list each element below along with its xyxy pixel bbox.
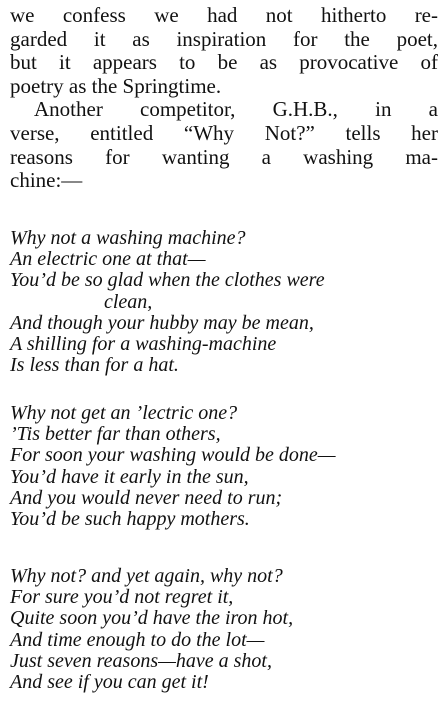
prose-line: garded it as inspiration for the poet, xyxy=(10,26,438,51)
poem-line: Is less than for a hat. xyxy=(10,354,179,377)
poem-line: Just seven reasons—have a shot, xyxy=(10,649,272,672)
poem-line: For sure you’d not regret it, xyxy=(10,586,234,609)
prose-line: we confess we had not hitherto re- xyxy=(10,3,438,27)
poem-line: Why not get an ’lectric one? xyxy=(10,402,238,424)
prose-line: poetry as the Springtime. xyxy=(10,73,222,98)
poem-line: A shilling for a washing-machine xyxy=(10,333,277,356)
poem-line: And you would never need to run; xyxy=(10,486,283,509)
prose-line: chine:— xyxy=(10,168,83,193)
poem-stanza-2 xyxy=(10,403,440,530)
poem-line: Quite soon you’d have the iron hot, xyxy=(10,607,294,630)
poem-line: Why not a washing machine? xyxy=(10,227,246,249)
prose-line: reasons for wanting a washing ma- xyxy=(10,144,438,169)
poem-stanza-1 xyxy=(10,228,440,376)
poem-line-continuation: clean, xyxy=(104,290,153,313)
poem-line: And though your hubby may be mean, xyxy=(10,311,314,334)
poem-line: Why not? and yet again, why not? xyxy=(10,565,283,587)
poem-stanza-3 xyxy=(10,566,440,693)
prose-line: verse, entitled “Why Not?” tells her xyxy=(10,120,438,145)
poem-line: You’d have it early in the sun, xyxy=(10,465,249,488)
poem-line: ’Tis better far than others, xyxy=(10,423,221,446)
intro-paragraphs xyxy=(10,4,438,193)
poem-line: And time enough to do the lot— xyxy=(10,628,265,651)
poem-line: An electric one at that— xyxy=(10,248,206,271)
poem-line: You’d be such happy mothers. xyxy=(10,508,250,531)
poem-line: For soon your washing would be done— xyxy=(10,444,336,467)
poem-line: And see if you can get it! xyxy=(10,671,209,694)
poem-line: You’d be so glad when the clothes were xyxy=(10,269,325,292)
prose-line: but it appears to be as provocative of xyxy=(10,50,438,75)
prose-line: Another competitor, G.H.B., in a xyxy=(34,97,438,122)
